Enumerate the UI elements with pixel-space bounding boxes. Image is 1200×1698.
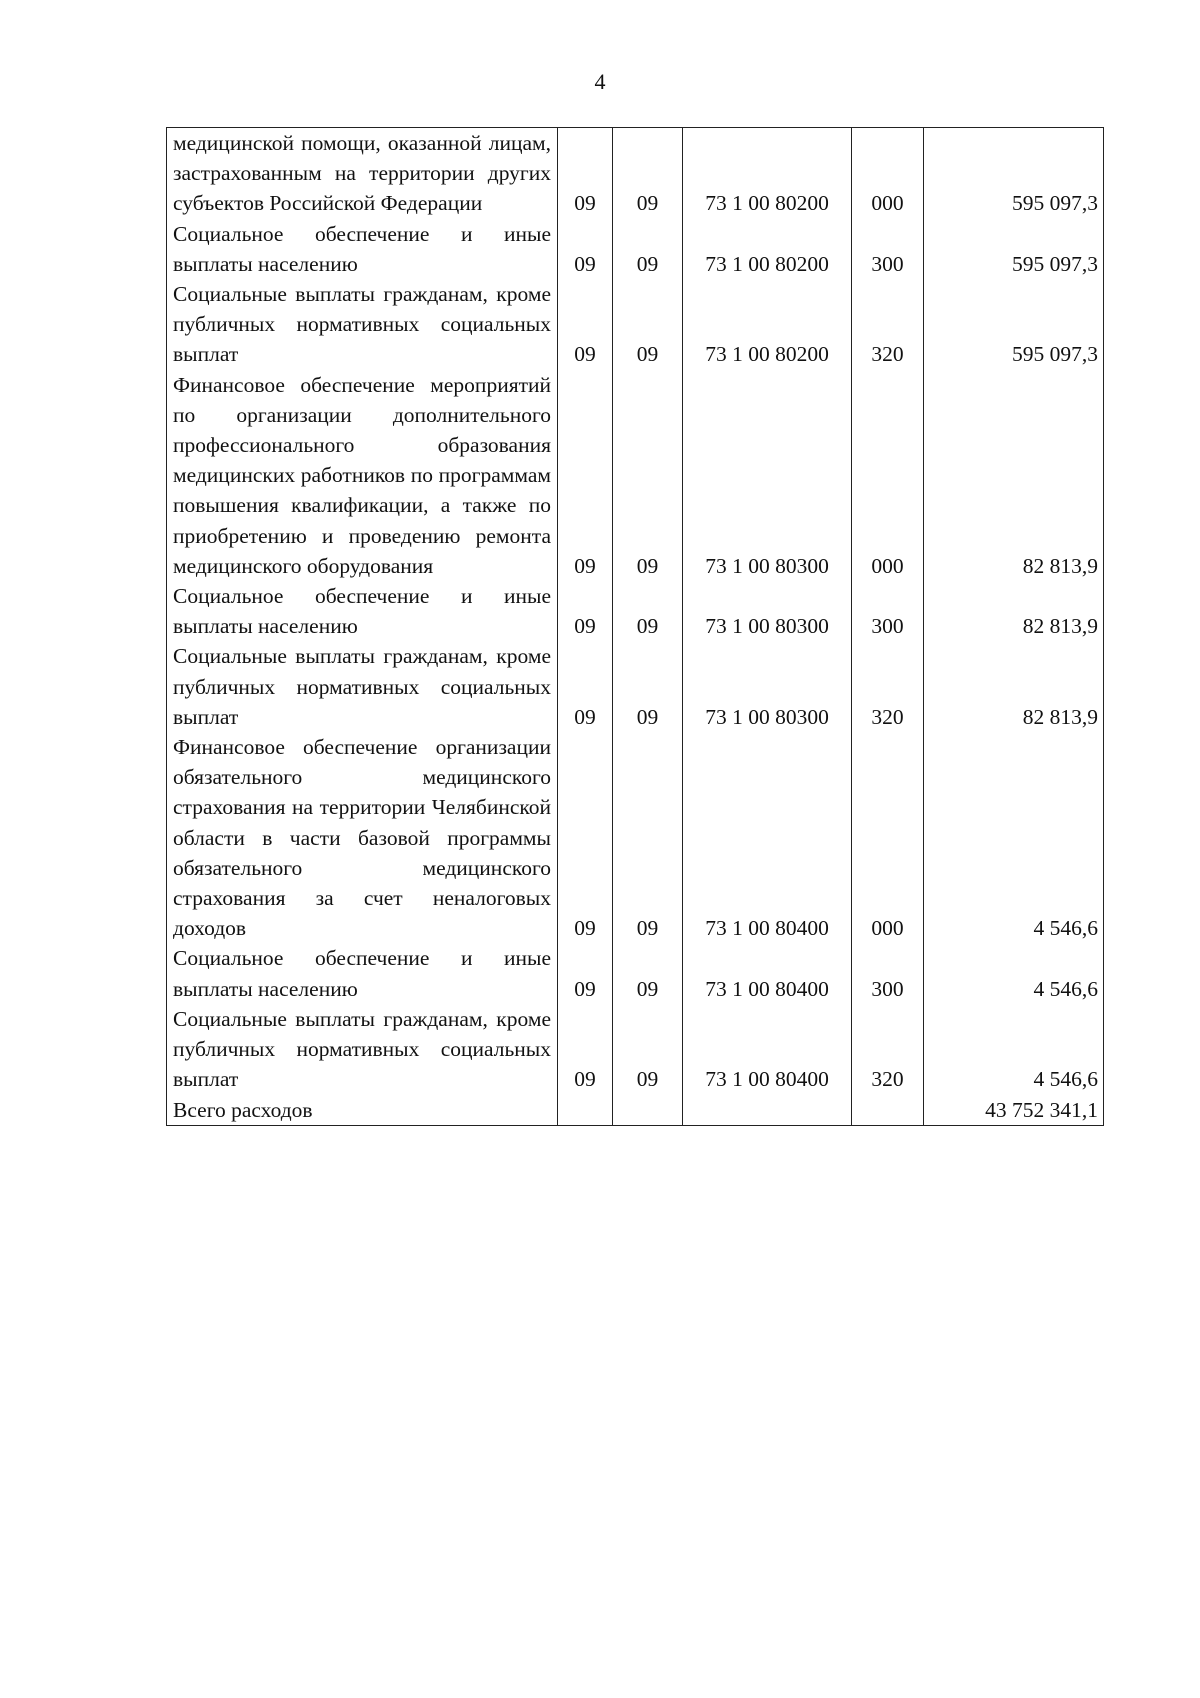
row-amount: 4 546,6 [924, 943, 1104, 1003]
total-amount: 43 752 341,1 [924, 1095, 1104, 1126]
row-subsection-code: 09 [613, 641, 683, 732]
page-number: 4 [594, 69, 606, 94]
expenditure-table [166, 127, 1104, 1126]
row-amount: 4 546,6 [924, 732, 1104, 943]
table-row [167, 1004, 1104, 1095]
row-target-article: 73 1 00 80400 [683, 1004, 852, 1095]
row-target-article: 73 1 00 80400 [683, 943, 852, 1003]
total-empty-cell [613, 1095, 683, 1126]
row-subsection-code: 09 [613, 128, 683, 219]
row-target-article: 73 1 00 80300 [683, 370, 852, 581]
row-amount: 82 813,9 [924, 581, 1104, 641]
row-name: Социальные выплаты гражданам, кроме публичных нормативных социальных выплат [167, 279, 558, 370]
row-section-code: 09 [558, 370, 613, 581]
row-section-code: 09 [558, 1004, 613, 1095]
row-expense-type: 320 [852, 279, 924, 370]
row-name: Финансовое обеспечение мероприятий по организации дополнительного профессионального образования медицинских работников по программам повышения квалификации, а также по приобретению и проведению ремонта медицинского оборудования [167, 370, 558, 581]
row-target-article: 73 1 00 80400 [683, 732, 852, 943]
row-amount: 595 097,3 [924, 219, 1104, 279]
row-target-article: 73 1 00 80300 [683, 581, 852, 641]
row-target-article: 73 1 00 80200 [683, 219, 852, 279]
row-name: медицинской помощи, оказанной лицам, застрахованным на территории других субъектов Российской Федерации [167, 128, 558, 219]
table-body [167, 128, 1104, 1126]
row-expense-type: 300 [852, 219, 924, 279]
row-name: Социальные выплаты гражданам, кроме публичных нормативных социальных выплат [167, 1004, 558, 1095]
row-section-code: 09 [558, 279, 613, 370]
table-row [167, 128, 1104, 219]
table-row [167, 279, 1104, 370]
table-row [167, 219, 1104, 279]
total-empty-cell [683, 1095, 852, 1126]
table-row [167, 732, 1104, 943]
row-expense-type: 300 [852, 581, 924, 641]
table-row [167, 943, 1104, 1003]
row-amount: 595 097,3 [924, 128, 1104, 219]
row-subsection-code: 09 [613, 1004, 683, 1095]
row-subsection-code: 09 [613, 370, 683, 581]
row-subsection-code: 09 [613, 581, 683, 641]
row-expense-type: 000 [852, 370, 924, 581]
row-name: Социальное обеспечение и иные выплаты населению [167, 943, 558, 1003]
table-row [167, 581, 1104, 641]
row-expense-type: 320 [852, 641, 924, 732]
row-amount: 82 813,9 [924, 370, 1104, 581]
row-section-code: 09 [558, 943, 613, 1003]
table-row [167, 641, 1104, 732]
row-section-code: 09 [558, 219, 613, 279]
row-subsection-code: 09 [613, 732, 683, 943]
row-subsection-code: 09 [613, 943, 683, 1003]
row-section-code: 09 [558, 128, 613, 219]
row-section-code: 09 [558, 581, 613, 641]
row-amount: 4 546,6 [924, 1004, 1104, 1095]
row-subsection-code: 09 [613, 219, 683, 279]
row-expense-type: 300 [852, 943, 924, 1003]
row-target-article: 73 1 00 80200 [683, 279, 852, 370]
table-row [167, 370, 1104, 581]
total-empty-cell [852, 1095, 924, 1126]
row-name: Финансовое обеспечение организации обязательного медицинского страхования на территории Челябинской области в части базовой программы обязательного медицинского страхования за счет неналоговых доходов [167, 732, 558, 943]
row-name: Социальное обеспечение и иные выплаты населению [167, 581, 558, 641]
row-target-article: 73 1 00 80200 [683, 128, 852, 219]
row-target-article: 73 1 00 80300 [683, 641, 852, 732]
row-subsection-code: 09 [613, 279, 683, 370]
row-section-code: 09 [558, 641, 613, 732]
row-name: Социальные выплаты гражданам, кроме публичных нормативных социальных выплат [167, 641, 558, 732]
row-expense-type: 000 [852, 128, 924, 219]
row-amount: 82 813,9 [924, 641, 1104, 732]
row-amount: 595 097,3 [924, 279, 1104, 370]
row-expense-type: 000 [852, 732, 924, 943]
total-row [167, 1095, 1104, 1126]
row-name: Социальное обеспечение и иные выплаты населению [167, 219, 558, 279]
total-empty-cell [558, 1095, 613, 1126]
total-label: Всего расходов [167, 1095, 558, 1126]
row-expense-type: 320 [852, 1004, 924, 1095]
row-section-code: 09 [558, 732, 613, 943]
